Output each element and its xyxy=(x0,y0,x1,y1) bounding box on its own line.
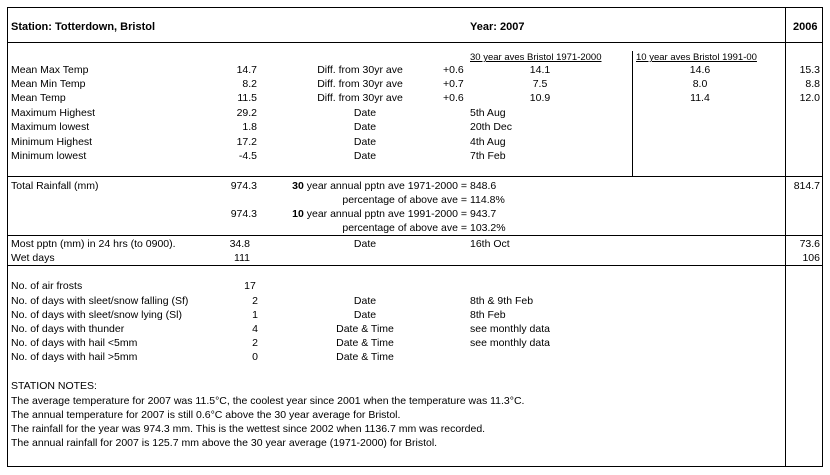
extreme-desc: Date xyxy=(353,150,377,162)
temp-value: 14.7 xyxy=(236,64,257,76)
station-note-line: The annual rainfall for 2007 is 125.7 mm above the 30 year average (1971-2000) for Bristol. xyxy=(11,437,438,449)
days-label: No. of air frosts xyxy=(11,280,83,292)
rainfall-ave-1971-text xyxy=(262,180,467,193)
extreme-label: Maximum lowest xyxy=(11,121,90,133)
extreme-desc: Date xyxy=(353,121,377,133)
rainfall-ave-1991-text xyxy=(262,208,467,221)
ave-columns-divider xyxy=(632,51,633,176)
extreme-value: 29.2 xyxy=(236,107,257,119)
temp-ave10: 8.0 xyxy=(692,78,708,90)
pptn-section-divider xyxy=(7,265,823,266)
rainfall-ave-1991-desc: year annual pptn ave 1991-2000 = xyxy=(303,208,467,220)
days-desc: Date & Time xyxy=(336,323,394,335)
temp-ave30: 7.5 xyxy=(532,78,548,90)
temp-value: 11.5 xyxy=(237,92,257,104)
rainfall-ave-1991: 943.7 xyxy=(470,208,497,220)
temp-label: Mean Min Temp xyxy=(11,78,86,90)
pptn-value: 34.8 xyxy=(229,238,250,250)
extreme-label: Minimum Highest xyxy=(11,136,93,148)
ave-1971-header: 30 year aves Bristol 1971-2000 xyxy=(470,52,602,63)
rainfall-ave-1971: 848.6 xyxy=(470,180,497,192)
days-value: 17 xyxy=(244,280,256,292)
temp-desc: Diff. from 30yr ave xyxy=(317,64,403,76)
station-notes-title: STATION NOTES: xyxy=(11,380,97,392)
extreme-value: -4.5 xyxy=(238,150,257,162)
days-label: No. of days with hail >5mm xyxy=(11,351,138,363)
temp-ave30: 10.9 xyxy=(529,92,551,104)
temp-diff: +0.7 xyxy=(443,78,464,90)
extreme-label: Minimum lowest xyxy=(11,150,87,162)
rain-section-divider xyxy=(7,235,823,236)
days-date: see monthly data xyxy=(470,323,550,335)
temp-2006: 15.3 xyxy=(799,64,820,76)
days-desc: Date & Time xyxy=(336,337,394,349)
temp-desc: Diff. from 30yr ave xyxy=(317,92,403,104)
days-desc: Date & Time xyxy=(336,351,394,363)
rainfall-label: Total Rainfall (mm) xyxy=(11,180,99,192)
days-desc: Date xyxy=(353,309,377,321)
days-date: see monthly data xyxy=(470,337,550,349)
temp-section-divider xyxy=(7,176,823,177)
extreme-value: 1.8 xyxy=(242,121,257,133)
year-title: Year: 2007 xyxy=(470,21,525,33)
station-note-line: The annual temperature for 2007 is still 0.6°C above the 30 year average for Bristol. xyxy=(11,409,401,421)
pptn-label: Most pptn (mm) in 24 hrs (to 0900). xyxy=(11,238,176,250)
temp-diff: +0.6 xyxy=(443,64,464,76)
days-desc: Date xyxy=(353,295,377,307)
days-label: No. of days with sleet/snow falling (Sf) xyxy=(11,295,189,307)
temp-2006: 8.8 xyxy=(805,78,820,90)
station-note-line: The average temperature for 2007 was 11.5°C, the coolest year since 2001 when the temperature was 11.3°C. xyxy=(11,395,525,407)
temp-label: Mean Temp xyxy=(11,92,66,104)
days-value: 1 xyxy=(252,309,258,321)
temp-2006: 12.0 xyxy=(799,92,820,104)
pptn-2006: 106 xyxy=(802,252,820,264)
temp-value: 8.2 xyxy=(242,78,257,90)
temp-desc: Diff. from 30yr ave xyxy=(317,78,403,90)
rainfall-pct-label: percentage of above ave = xyxy=(342,194,467,206)
rainfall-ave-1971-bold: 30 xyxy=(292,180,304,192)
temp-label: Mean Max Temp xyxy=(11,64,89,76)
extreme-date: 20th Dec xyxy=(470,121,513,133)
rainfall-2006: 814.7 xyxy=(793,180,820,192)
extreme-date: 7th Feb xyxy=(470,150,506,162)
rainfall-ave-1971-desc: year annual pptn ave 1971-2000 = xyxy=(303,180,467,192)
days-value: 2 xyxy=(252,295,258,307)
rainfall-pct: 103.2% xyxy=(470,222,506,234)
rainfall-pct-label: percentage of above ave = xyxy=(342,222,467,234)
extreme-date: 4th Aug xyxy=(470,136,506,148)
pptn-value: 111 xyxy=(234,252,250,264)
days-label: No. of days with thunder xyxy=(11,323,125,335)
days-label: No. of days with hail <5mm xyxy=(11,337,138,349)
extreme-date: 5th Aug xyxy=(470,107,506,119)
station-note-line: The rainfall for the year was 974.3 mm. This is the wettest since 2002 when 1136.7 mm was recorded. xyxy=(11,423,486,435)
station-title: Station: Totterdown, Bristol xyxy=(11,21,156,33)
extreme-desc: Date xyxy=(353,107,377,119)
days-value: 2 xyxy=(252,337,258,349)
temp-ave10: 11.4 xyxy=(690,92,710,104)
days-date: 8th & 9th Feb xyxy=(470,295,534,307)
temp-ave10: 14.6 xyxy=(689,64,711,76)
pptn-label: Wet days xyxy=(11,252,55,264)
compare-year-title: 2006 xyxy=(793,21,818,33)
pptn-desc: Date xyxy=(353,238,377,250)
rainfall-ave-1991-bold: 10 xyxy=(292,208,304,220)
days-value: 4 xyxy=(252,323,258,335)
extreme-value: 17.2 xyxy=(236,136,257,148)
ave-1991-header: 10 year aves Bristol 1991-00 xyxy=(636,52,757,63)
days-value: 0 xyxy=(252,351,258,363)
pptn-2006: 73.6 xyxy=(799,238,820,250)
rainfall-pct: 114.8% xyxy=(470,194,505,206)
rainfall-value: 974.3 xyxy=(230,208,257,220)
days-date: 8th Feb xyxy=(470,309,506,321)
temp-ave30: 14.1 xyxy=(529,64,551,76)
extreme-label: Maximum Highest xyxy=(11,107,96,119)
pptn-date: 16th Oct xyxy=(470,238,510,250)
days-label: No. of days with sleet/snow lying (Sl) xyxy=(11,309,182,321)
header-divider xyxy=(7,42,823,43)
rainfall-value: 974.3 xyxy=(230,180,257,192)
extreme-desc: Date xyxy=(353,136,377,148)
temp-diff: +0.6 xyxy=(443,92,464,104)
